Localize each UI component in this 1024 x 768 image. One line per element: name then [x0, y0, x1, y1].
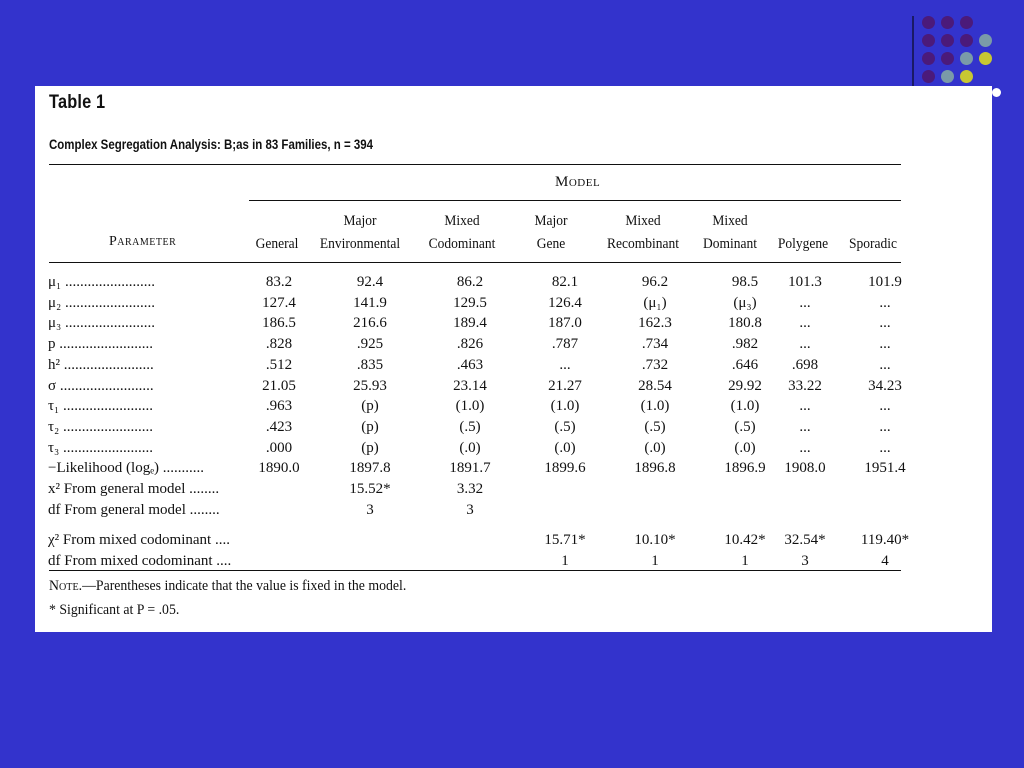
table-cell: 83.2 [265, 274, 293, 290]
table-row [35, 500, 992, 521]
column-header-line1 [842, 210, 905, 233]
row-label: μ₃ ........................ [48, 315, 156, 332]
table-cell: 34.23 [868, 377, 902, 394]
table-cell: 129.5 [453, 294, 487, 311]
column-header [598, 210, 688, 256]
column-header-line1: Mixed [712, 213, 748, 229]
bottom-rule [49, 570, 901, 571]
decorative-dot [941, 16, 954, 29]
table-title: Table 1 [49, 92, 106, 113]
table-cell: 180.8 [728, 315, 762, 332]
table-cell: (.0) [734, 439, 756, 456]
table-cell: 92.4 [356, 274, 384, 290]
table-cell: ... [879, 336, 891, 353]
model-rule [249, 200, 901, 201]
column-header-line2: Environmental [319, 236, 401, 252]
column-header-line2: Dominant [703, 236, 757, 252]
row-label: h² ........................ [48, 356, 154, 373]
table-cell: (1.0) [455, 398, 485, 415]
table-cell: 141.9 [353, 294, 387, 311]
table-cell: .698 [791, 356, 819, 373]
table-cell: ... [879, 315, 891, 332]
header-rule [49, 262, 901, 263]
decorative-dot [960, 70, 973, 83]
note-lead: Note. [49, 578, 83, 594]
decorative-dot [922, 52, 935, 65]
table-cell: 82.1 [551, 274, 579, 290]
column-header [772, 210, 835, 256]
top-rule [49, 164, 901, 165]
table-cell: .732 [641, 356, 669, 373]
table-cell: 25.93 [353, 377, 387, 394]
table-cell: (1.0) [550, 398, 580, 415]
table-cell: (.0) [459, 439, 481, 456]
table-cell: 1 [651, 553, 659, 570]
table-cell: (.0) [644, 439, 666, 456]
column-header-line1 [772, 210, 835, 233]
table-cell: 29.92 [728, 377, 762, 394]
table-cell: 1896.9 [724, 460, 766, 477]
model-header: Model [555, 174, 601, 190]
table-row [35, 334, 992, 355]
table-cell: 4 [881, 553, 889, 570]
table-cell: .828 [265, 336, 293, 353]
row-label: μ₂ ........................ [48, 294, 156, 311]
decorative-dot [941, 52, 954, 65]
table-row [35, 313, 992, 334]
table-row [35, 417, 992, 438]
column-header-line1: Mixed [625, 213, 661, 229]
table-cell: ... [799, 315, 811, 332]
table-cell: (μ₃) [733, 294, 757, 311]
table-cell: 216.6 [353, 315, 387, 332]
table-note [49, 578, 406, 595]
row-label: p ......................... [48, 336, 153, 353]
table-cell: 3 [366, 501, 374, 518]
table-cell: 1897.8 [349, 460, 391, 477]
table-row [35, 272, 992, 293]
table-cell: .925 [356, 336, 384, 353]
decorative-dot [979, 34, 992, 47]
table-cell: 119.40* [860, 532, 910, 549]
row-label: df From mixed codominant .... [48, 553, 232, 570]
table-row [35, 479, 992, 500]
table-cell: ... [799, 336, 811, 353]
column-header-line2: Sporadic [848, 236, 897, 252]
table-row [35, 355, 992, 376]
table-row [35, 396, 992, 417]
table-cell: .787 [551, 336, 579, 353]
table-cell: 10.10* [634, 532, 676, 549]
table-cell: 162.3 [638, 315, 672, 332]
table-cell: 21.05 [262, 377, 296, 394]
decorative-dot [960, 34, 973, 47]
decorative-dot [922, 16, 935, 29]
row-label: x² From general model ........ [48, 481, 220, 497]
decorative-dot [941, 34, 954, 47]
table-cell: (μ₁) [643, 294, 667, 311]
column-header [690, 210, 771, 256]
column-header-line2: General [255, 236, 299, 252]
table-footnote: * Significant at P = .05. [49, 602, 180, 618]
table-cell: ... [799, 294, 811, 311]
table-row [35, 551, 992, 572]
table-cell: 1899.6 [544, 460, 586, 477]
table-cell: (p) [361, 418, 379, 435]
column-header-line1: Major [343, 213, 377, 229]
decorative-dot [960, 16, 973, 29]
table-cell: 1890.0 [258, 460, 300, 477]
note-text: —Parentheses indicate that the value is fixed in the model. [82, 578, 407, 594]
column-header [246, 210, 309, 256]
table-cell: 96.2 [641, 274, 669, 290]
column-header [842, 210, 905, 256]
table-cell: 86.2 [456, 274, 484, 290]
row-label: μ₁ ........................ [48, 274, 156, 290]
column-header-line2: Polygene [777, 236, 829, 252]
table-cell: 187.0 [548, 315, 582, 332]
table-cell: (1.0) [730, 398, 760, 415]
table-cell: (.5) [554, 418, 576, 435]
table-cell: .835 [356, 356, 384, 373]
table-cell: 1891.7 [449, 460, 491, 477]
row-label: τ₂ ........................ [48, 418, 154, 435]
table-cell: (.0) [554, 439, 576, 456]
column-header-line2: Codominant [428, 236, 496, 252]
row-label: τ₁ ........................ [48, 398, 154, 415]
table-cell: 186.5 [262, 315, 296, 332]
table-cell: 126.4 [548, 294, 582, 311]
table-row [35, 293, 992, 314]
row-label: χ² From mixed codominant .... [48, 532, 230, 549]
table-cell: ... [879, 418, 891, 435]
table-cell: 1951.4 [864, 460, 906, 477]
column-header-line1 [246, 210, 309, 233]
table-cell: .826 [456, 336, 484, 353]
table-cell: 101.9 [868, 274, 902, 290]
column-header [520, 210, 583, 256]
table-cell: .963 [265, 398, 293, 415]
table-cell: 21.27 [548, 377, 582, 394]
decorative-dot [922, 70, 935, 83]
table-subtitle: Complex Segregation Analysis: B;as in 83 Families, n = 394 [49, 136, 374, 152]
table-cell: (.5) [459, 418, 481, 435]
table-cell: 15.52* [349, 481, 391, 497]
row-label: τ₃ ........................ [48, 439, 154, 456]
row-label: −Likelihood (logₑ) ........... [48, 460, 205, 477]
table-cell: 23.14 [453, 377, 487, 394]
table-cell: .423 [265, 418, 293, 435]
table-cell: ... [799, 439, 811, 456]
table-cell: 98.5 [731, 274, 759, 290]
table-cell: 32.54* [784, 532, 826, 549]
table-cell: ... [559, 356, 571, 373]
decorative-vertical-line [912, 16, 914, 88]
table-cell: 33.22 [788, 377, 822, 394]
row-label: df From general model ........ [48, 501, 220, 518]
table-cell: .646 [731, 356, 759, 373]
table-cell: .982 [731, 336, 759, 353]
table-row [35, 458, 992, 479]
table-cell: .734 [641, 336, 669, 353]
table-cell: 15.71* [544, 532, 586, 549]
table-cell: .463 [456, 356, 484, 373]
parameter-header: Parameter [109, 234, 177, 249]
column-header [315, 210, 405, 256]
table-cell: ... [879, 439, 891, 456]
table-cell: 1908.0 [784, 460, 826, 477]
table-row [35, 530, 992, 551]
table-cell: ... [799, 418, 811, 435]
table-cell: (p) [361, 439, 379, 456]
table-cell: (.5) [644, 418, 666, 435]
decorative-dot [979, 52, 992, 65]
table-cell: 1896.8 [634, 460, 676, 477]
table-cell: ... [879, 294, 891, 311]
column-header-line2: Recombinant [607, 236, 679, 252]
table-cell: 127.4 [262, 294, 296, 311]
column-header [422, 210, 503, 256]
table-row [35, 438, 992, 459]
decorative-dot [922, 34, 935, 47]
table-cell: .000 [265, 439, 293, 456]
table-cell: (p) [361, 398, 379, 415]
column-header-line2: Gene [536, 236, 566, 252]
table-cell: 3.32 [456, 481, 484, 497]
table-cell: 3 [466, 501, 474, 518]
table-cell: (.5) [734, 418, 756, 435]
table-cell: ... [879, 398, 891, 415]
table-cell: 28.54 [638, 377, 672, 394]
table-cell: .512 [265, 356, 293, 373]
table-cell: 189.4 [453, 315, 487, 332]
column-header-line1: Major [534, 213, 568, 229]
table-row [35, 376, 992, 397]
row-label: σ ......................... [48, 377, 154, 394]
table-cell: 1 [741, 553, 749, 570]
table-cell: ... [879, 356, 891, 373]
table-cell: 101.3 [788, 274, 822, 290]
table-cell: 3 [801, 553, 809, 570]
table-cell: ... [799, 398, 811, 415]
table-cell: (1.0) [640, 398, 670, 415]
slide-content [35, 86, 992, 632]
column-header-line1: Mixed [444, 213, 480, 229]
table-cell: 1 [561, 553, 569, 570]
decorative-dot [992, 88, 1001, 97]
table-cell: 10.42* [724, 532, 766, 549]
decorative-dot [941, 70, 954, 83]
decorative-dot [960, 52, 973, 65]
